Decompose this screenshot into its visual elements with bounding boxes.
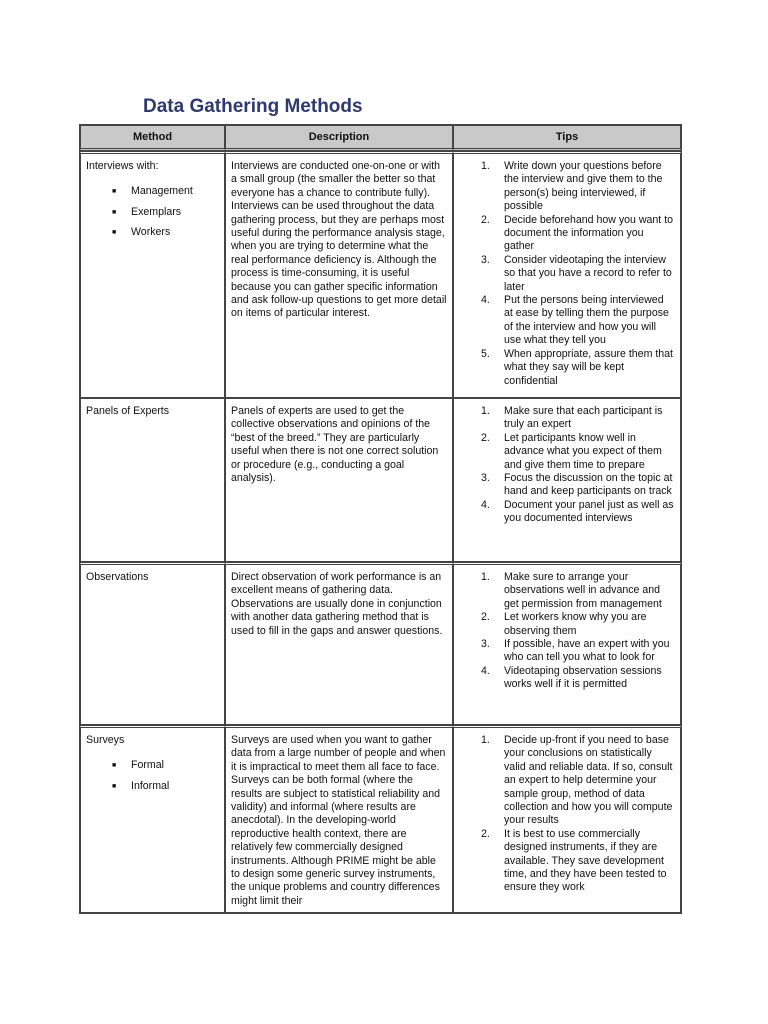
description-cell: Surveys are used when you want to gather data from a large number of people and when it is impractical to meet them all face to face. Surveys can be both formal (where the results are subject to statistical reliability and validity) and informal (where results are anecdotal). In the developing-world reproductive health context, there are relatively few commercially designed instruments. Although PRIME might be able to design some generic survey instruments, the unique problems and country differences might limit their [225,725,453,913]
square-bullet-icon: ■ [112,229,117,237]
list-item: ■ Management [112,185,193,198]
tips-cell [453,398,681,562]
tips-cell [453,151,681,398]
description-cell: Interviews are conducted one-on-one or with a small group (the smaller the better so that everyone has a chance to contribute fully). Interviews can be used throughout the data gathering process, but they are perhaps most useful during the performance analysis stage, when you are trying to determine what the real performance deficiency is. Although the process is time-consuming, it is useful because you can gather specific information and ask follow-up questions to get more detail on items of particular interest. [225,151,453,398]
list-item: ■ Exemplars [112,205,182,218]
header-description: Description [225,125,453,151]
list-item: 4. Videotaping observation sessions works well if it is permitted [481,664,662,691]
method-label: Interviews with: [86,160,159,172]
list-item: 3. Focus the discussion on the topic at hand and keep participants on track [481,472,673,498]
method-sub-list [86,185,219,239]
table-row [80,398,681,562]
square-bullet-icon: ■ [112,762,117,770]
list-item: 1. Decide up-front if you need to base your conclusions on statistically valid and reliable data. If so, consult an expert to help determine your sample group, method of data collection and how you will compute your results [481,734,673,827]
list-item: 1. Make sure to arrange your observations well in advance and get permission from management [481,571,662,610]
header-method: Method [80,125,225,151]
square-bullet-icon: ■ [112,208,117,216]
description-cell: Direct observation of work performance is an excellent means of gathering data. Observations are usually done in conjunction with another data gathering method that is used to fill in the gaps and answer questions. [225,562,453,725]
tips-list [459,571,675,692]
list-item: 1. Make sure that each participant is truly an expert [481,405,663,431]
method-cell [80,562,225,725]
tips-list [459,405,675,526]
method-label: Observations [86,571,149,583]
method-sub-list [86,759,219,793]
list-item: ■ Workers [112,226,171,239]
method-label: Panels of Experts [86,405,170,417]
table-row [80,562,681,725]
tips-cell [453,562,681,725]
table-row [80,151,681,398]
description-cell: Panels of experts are used to get the collective observations and opinions of the “best of the breed.” They are particularly useful when there is not one correct solution or procedure (e.g., conducting a goal analysis). [225,398,453,562]
list-item: 4. Document your panel just as well as you documented interviews [481,498,674,525]
list-item: 2. It is best to use commercially designed instruments, if they are available. They save development time, and they have been tested to ensure they work [481,827,667,894]
method-cell [80,725,225,913]
method-cell [80,151,225,398]
table-header-row [80,125,681,151]
square-bullet-icon: ■ [112,188,117,196]
list-item: 2. Let workers know why you are observing them [481,611,647,637]
method-cell [80,398,225,562]
table-row [80,725,681,913]
tips-list [459,734,675,895]
square-bullet-icon: ■ [112,782,117,790]
page-title: Data Gathering Methods [143,96,363,117]
tips-cell [453,725,681,913]
list-item: 4. Put the persons being interviewed at ease by telling them the purpose of the interview and how you will use what they tell you [481,294,669,347]
list-item: 2. Let participants know well in advance what you expect of them and give them time to prepare [481,431,662,471]
list-item: 3. Consider videotaping the interview so that you have a record to refer to later [481,253,672,293]
tips-list [459,160,675,388]
list-item: 1. Write down your questions before the interview and give them to the person(s) being interviewed, if possible [481,160,663,213]
list-item: ■ Formal [112,759,164,772]
list-item: ■ Informal [112,779,170,792]
method-label: Surveys [86,734,125,746]
list-item: 3. If possible, have an expert with you who can tell you what to look for [481,638,670,664]
methods-table [79,124,682,914]
list-item: 5. When appropriate, assure them that what they say will be kept confidential [481,347,674,387]
header-tips: Tips [453,125,681,151]
list-item: 2. Decide beforehand how you want to document the information you gather [481,213,674,253]
